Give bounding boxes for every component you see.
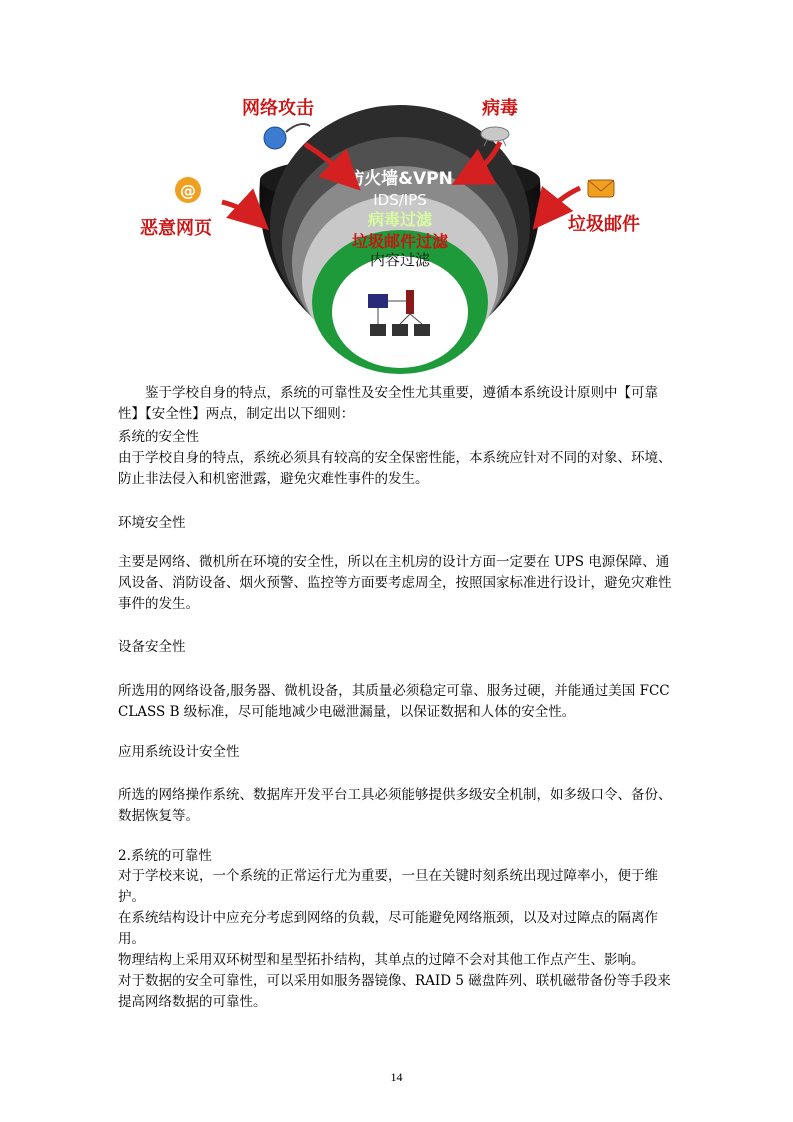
security-heading: 系统的安全性 bbox=[118, 429, 199, 445]
application-security-heading: 应用系统设计安全性 bbox=[118, 744, 240, 760]
reliability-paragraph-1: 对于学校来说，一个系统的正常运行尤为重要，一旦在关键时刻系统出现过障率小，便于维护。 bbox=[118, 868, 658, 905]
reliability-heading: 2.系统的可靠性 bbox=[118, 848, 212, 864]
security-layers-diagram bbox=[110, 80, 690, 390]
device-security-heading: 设备安全性 bbox=[118, 639, 186, 655]
environment-security-description: 主要是网络、微机所在环境的安全性，所以在主机房的设计方面一定要在 UPS 电源保障、通风设备、消防设备、烟火预警、监控等方面要考虑周全，按照国家标准进行设计，避免灾难性事件的发生。 bbox=[118, 554, 672, 612]
svg-text:@: @ bbox=[180, 181, 196, 200]
security-description: 由于学校自身的特点，系统必须具有较高的安全保密性能，本系统应针对不同的对象、环境、防止非法侵入和机密泄露，避免灾难性事件的发生。 bbox=[118, 450, 672, 487]
reliability-paragraph-3: 物理结构上采用双环树型和星型拓扑结构，其单点的过障不会对其他工作点产生、影响。 bbox=[118, 952, 645, 968]
spam-mail-icon bbox=[588, 180, 614, 197]
page-number: 14 bbox=[390, 1070, 403, 1084]
layer-virus-filter-label: 病毒过滤 bbox=[367, 210, 433, 229]
threat-malicious-page-label: 恶意网页 bbox=[140, 218, 212, 239]
reliability-paragraph-4: 对于数据的安全可靠性，可以采用如服务器镜像、RAID 5 磁盘阵列、联机磁带备份等手段来提高网络数据的可靠性。 bbox=[118, 973, 671, 1010]
threat-network-attack-label: 网络攻击 bbox=[242, 98, 314, 119]
reliability-paragraph-2: 在系统结构设计中应充分考虑到网络的负载，尽可能避免网络瓶颈，以及对过障点的隔离作用。 bbox=[118, 910, 658, 947]
application-security-description: 所选的网络操作系统、数据库开发平台工具必须能够提供多级安全机制，如多级口令、备份、数据恢复等。 bbox=[118, 787, 672, 824]
layer-content-filter-label: 内容过滤 bbox=[369, 251, 431, 269]
layer-ids-label: IDS/IPS bbox=[373, 191, 427, 209]
layer-firewall-label: 防火墙&VPN bbox=[347, 169, 453, 189]
arrow-malicious-page bbox=[222, 202, 258, 220]
threat-spam-label: 垃圾邮件 bbox=[568, 214, 640, 235]
layer-quarantine-label: client quarantina bbox=[341, 277, 459, 291]
core-network bbox=[332, 256, 468, 368]
threat-virus-label: 病毒 bbox=[482, 98, 518, 119]
malicious-page-icon bbox=[175, 177, 201, 203]
layer-spam-filter-label: 垃圾邮件过滤 bbox=[351, 232, 449, 251]
environment-security-heading: 环境安全性 bbox=[118, 515, 186, 531]
intro-paragraph: 鉴于学校自身的特点，系统的可靠性及安全性尤其重要，遵循本系统设计原则中【可靠性】【安全性】两点，制定出以下细则： bbox=[118, 385, 658, 422]
device-security-description: 所选用的网络设备,服务器、微机设备，其质量必须稳定可靠、服务过硬，并能通过美国 FCC CLASS B 级标准，尽可能地减少电磁泄漏量，以保证数据和人体的安全性。 bbox=[118, 683, 670, 720]
